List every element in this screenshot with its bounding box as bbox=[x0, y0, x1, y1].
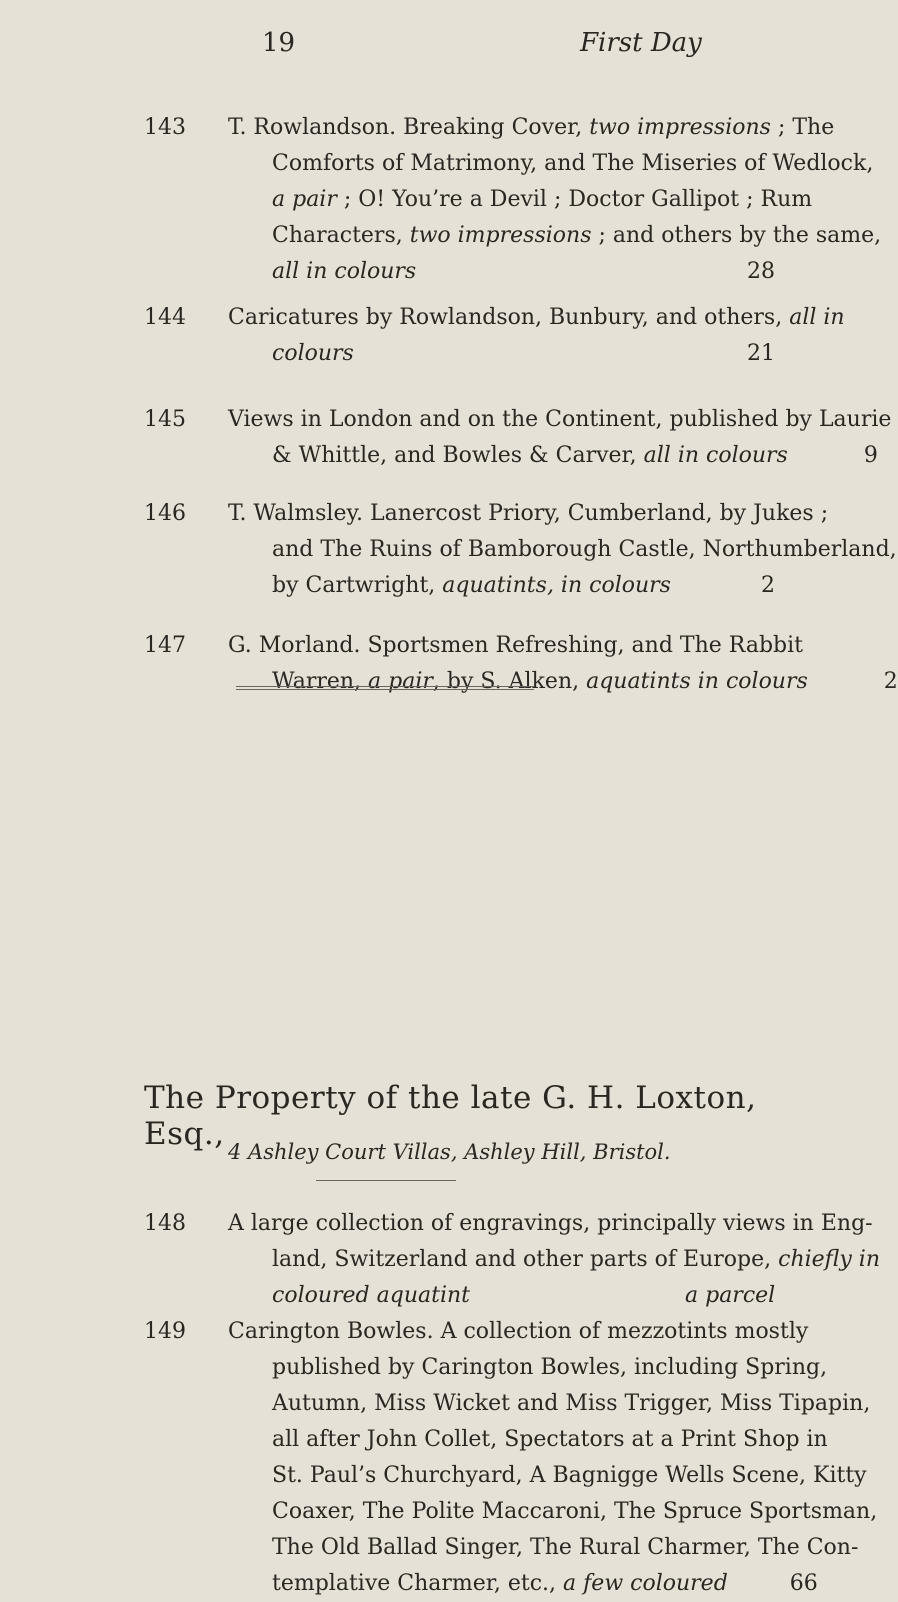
lot-quantity: 9 bbox=[863, 443, 878, 468]
lot-line-text: Views in London and on the Continent, published by Laurie bbox=[228, 407, 892, 432]
lot-line bbox=[272, 664, 898, 700]
lot-line bbox=[272, 1278, 775, 1314]
page-number: 19 bbox=[262, 28, 296, 58]
lot-quantity: 66 bbox=[789, 1571, 818, 1596]
lot-line-text: and The Ruins of Bamborough Castle, Northumberland, bbox=[272, 537, 897, 562]
lot-line-text: by Cartwright, aquatints, in colours bbox=[272, 573, 671, 598]
lot-line bbox=[228, 496, 829, 532]
lot-line-text: T. Rowlandson. Breaking Cover, two impressions ; The bbox=[228, 115, 835, 140]
lot-line bbox=[228, 1206, 873, 1242]
lot-line-text: published by Carington Bowles, including Spring, bbox=[272, 1355, 828, 1380]
lot-line bbox=[272, 1458, 867, 1494]
lot-line-text: all in colours bbox=[272, 259, 417, 284]
provenance-address: 4 Ashley Court Villas, Ashley Hill, Bristol. bbox=[228, 1140, 671, 1164]
lot-quantity: 2 bbox=[761, 573, 775, 598]
lot-line-text: Autumn, Miss Wicket and Miss Trigger, Miss Tipapin, bbox=[272, 1391, 871, 1416]
lot-line-text: The Old Ballad Singer, The Rural Charmer, The Con- bbox=[272, 1535, 859, 1560]
lot-line bbox=[272, 1530, 859, 1566]
lot-line bbox=[272, 1386, 871, 1422]
lot-quantity: a parcel bbox=[685, 1283, 776, 1308]
lot-line-text: G. Morland. Sportsmen Refreshing, and The Rabbit bbox=[228, 633, 803, 658]
lot-description bbox=[228, 110, 882, 290]
lot-line bbox=[272, 146, 874, 182]
lot-line-text: & Whittle, and Bowles & Carver, all in colours bbox=[272, 443, 788, 468]
lot-line-text: Coaxer, The Polite Maccaroni, The Spruce Sportsman, bbox=[272, 1499, 878, 1524]
lot-line-text: coloured aquatint bbox=[272, 1283, 470, 1308]
lot-line bbox=[272, 438, 878, 474]
lot-description bbox=[228, 402, 892, 474]
lot-line bbox=[228, 1314, 809, 1350]
lot-line-text: St. Paul’s Churchyard, A Bagnigge Wells Scene, Kitty bbox=[272, 1463, 867, 1488]
lot-line bbox=[272, 1494, 878, 1530]
lot-quantity: 28 bbox=[747, 259, 775, 284]
lot-line bbox=[272, 182, 813, 218]
lot-number: 145 bbox=[144, 407, 186, 432]
lot-line-text: Warren, a pair, by S. Alken, aquatints in colours bbox=[272, 669, 808, 694]
lot-line-text: land, Switzerland and other parts of Europe, chiefly in bbox=[272, 1247, 880, 1272]
lot-line bbox=[272, 1242, 880, 1278]
running-head: First Day bbox=[580, 28, 702, 58]
lot-line bbox=[272, 218, 882, 254]
lot-line-text: Carington Bowles. A collection of mezzotints mostly bbox=[228, 1319, 809, 1344]
lot-quantity: 21 bbox=[747, 341, 775, 366]
lot-line bbox=[272, 336, 775, 372]
lot-line-text: all after John Collet, Spectators at a Print Shop in bbox=[272, 1427, 828, 1452]
lot-line bbox=[272, 254, 775, 290]
lot-line bbox=[228, 110, 835, 146]
provenance-heading: The Property of the late G. H. Loxton, Esq., bbox=[144, 1080, 757, 1152]
lot-line-text: templative Charmer, etc., a few coloured bbox=[272, 1571, 728, 1596]
heading-rule bbox=[316, 1180, 456, 1181]
lot-description bbox=[228, 300, 845, 372]
lot-line bbox=[272, 1566, 818, 1602]
page-header bbox=[0, 24, 801, 68]
lot-line-text: Characters, two impressions ; and others by the same, bbox=[272, 223, 882, 248]
lot-number: 149 bbox=[144, 1319, 186, 1344]
lot-line-text: A large collection of engravings, principally views in Eng- bbox=[228, 1211, 873, 1236]
lot-number: 144 bbox=[144, 305, 186, 330]
lot-line bbox=[272, 1422, 828, 1458]
lot-line bbox=[272, 532, 897, 568]
lot-line-text: Caricatures by Rowlandson, Bunbury, and others, all in bbox=[228, 305, 845, 330]
lot-line bbox=[272, 1350, 828, 1386]
lot-line bbox=[228, 628, 803, 664]
lot-line-text: T. Walmsley. Lanercost Priory, Cumberland, by Jukes ; bbox=[228, 501, 829, 526]
lot-line bbox=[228, 300, 845, 336]
lot-description bbox=[228, 496, 897, 604]
lot-number: 146 bbox=[144, 501, 186, 526]
lot-line-text: colours bbox=[272, 341, 354, 366]
lot-number: 147 bbox=[144, 633, 186, 658]
lot-line bbox=[272, 568, 775, 604]
lot-line-text: Comforts of Matrimony, and The Miseries of Wedlock, bbox=[272, 151, 874, 176]
lot-description bbox=[228, 1314, 878, 1602]
lot-description bbox=[228, 1206, 880, 1314]
lot-quantity: 2 bbox=[883, 669, 898, 694]
lot-line bbox=[228, 402, 892, 438]
lot-line-text: a pair ; O! You’re a Devil ; Doctor Gallipot ; Rum bbox=[272, 187, 813, 212]
lot-number: 143 bbox=[144, 115, 186, 140]
section-divider bbox=[236, 686, 534, 690]
lot-number: 148 bbox=[144, 1211, 186, 1236]
